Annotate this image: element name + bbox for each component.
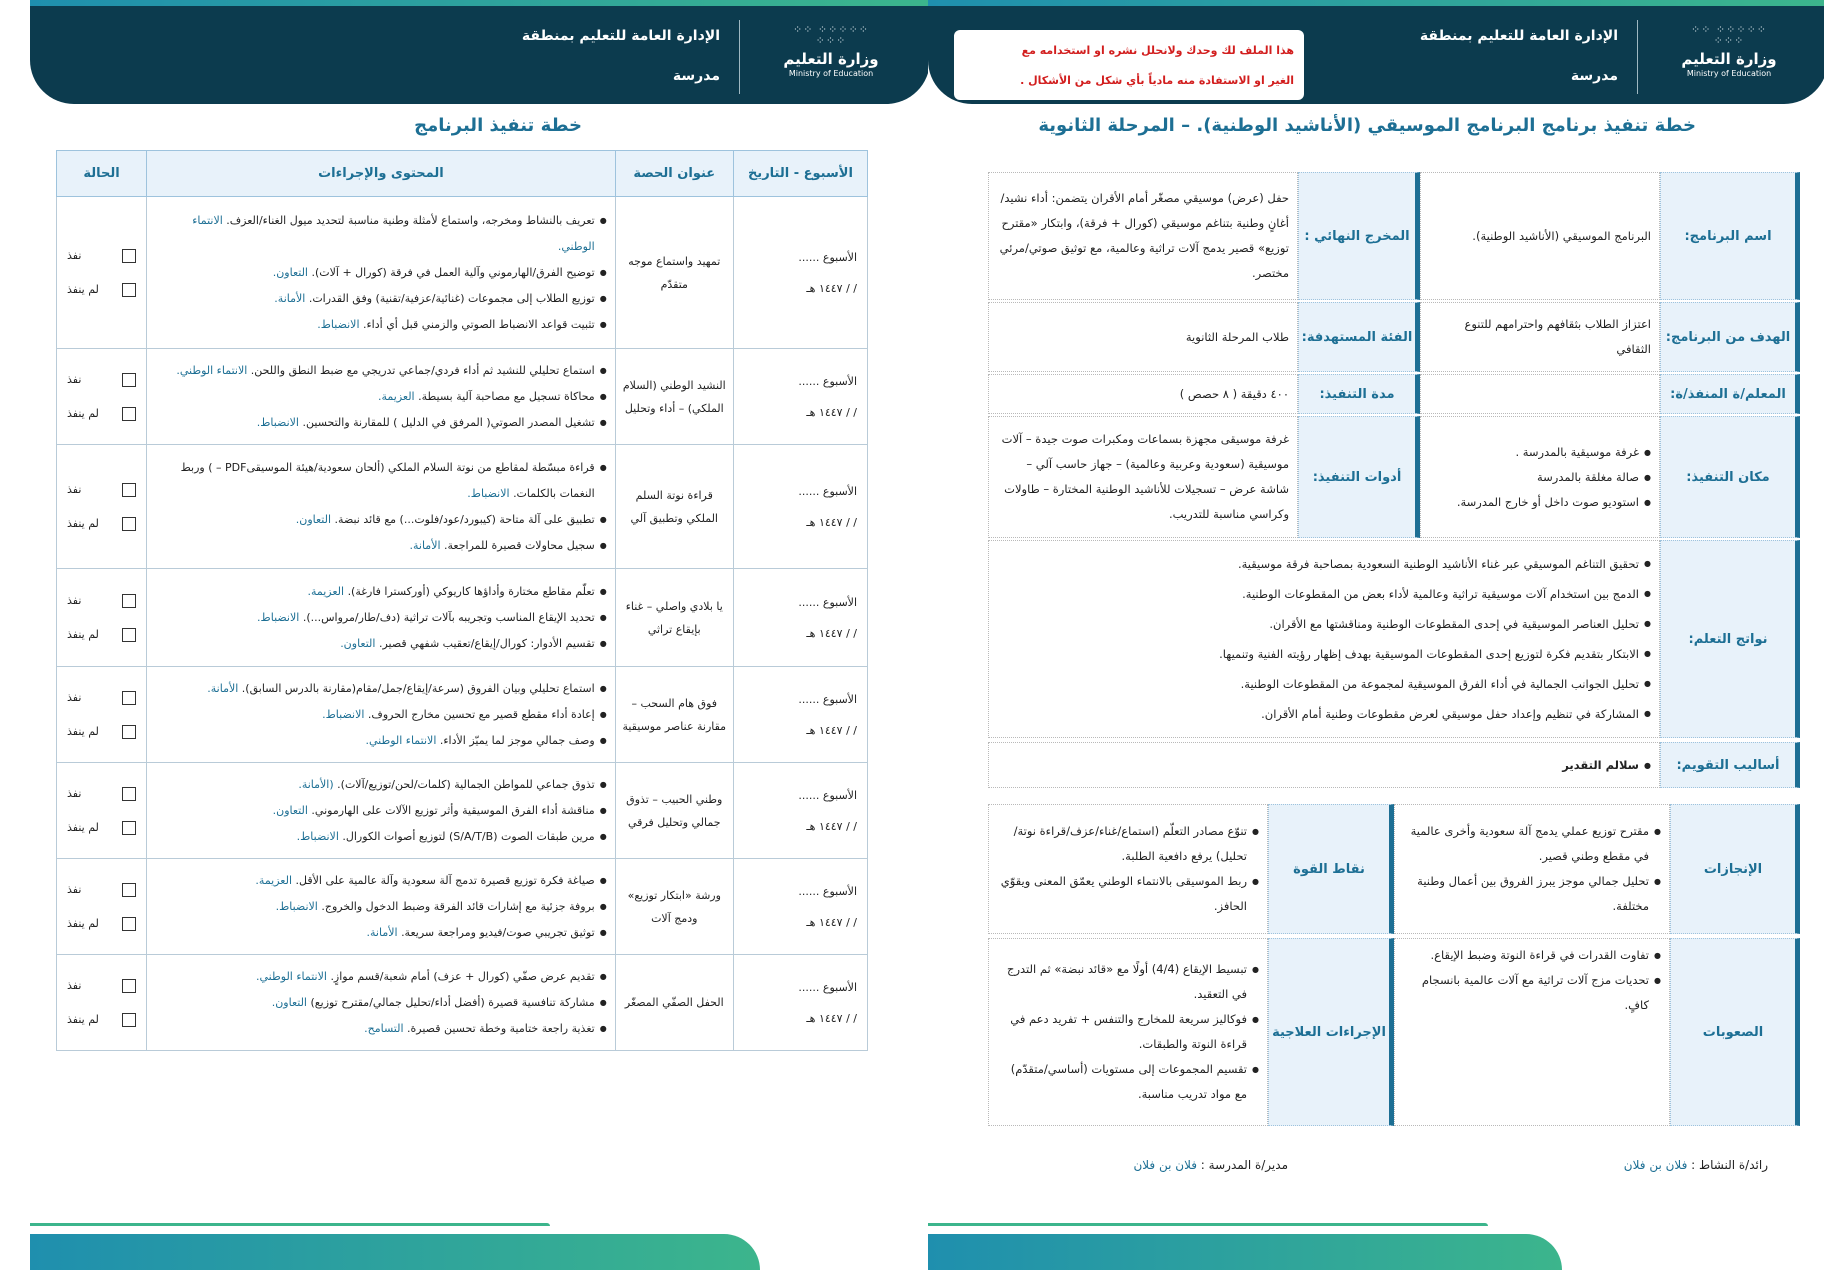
status-cell	[57, 569, 147, 667]
duration-value: ٤٠٠ دقيقة ( ٨ حصص )	[988, 374, 1298, 414]
ministry-name-ar: وزارة التعليم	[1681, 50, 1777, 68]
week-label: الأسبوع ......	[798, 884, 857, 898]
content-text: توثيق تجريبي صوت/فيديو ومراجعة سريعة.	[401, 925, 595, 939]
list-item: ● تحقيق التناغم الموسيقي عبر غناء الأناشيد الوطنية السعودية بمصاحبة فرقة موسيقية.	[997, 549, 1651, 579]
done-checkbox[interactable]	[122, 483, 136, 497]
lesson-title-cell: قراءة نوتة السلم الملكي وتطبيق آلي	[615, 445, 733, 569]
col-title-header: عنوان الحصة	[615, 151, 733, 197]
week-label: الأسبوع ......	[798, 980, 857, 994]
content-text: تحديد الإيقاع المناسب وتجريبه بآلات تراثية (دف/طار/مرواس...).	[302, 610, 595, 624]
not-done-checkbox[interactable]	[122, 821, 136, 835]
status-not-row	[67, 816, 136, 840]
content-item	[153, 894, 607, 920]
content-text: استماع تحليلي وبيان الفروق (سرعة/إيقاع/جمل/مقام(مقارنة بالدرس السابق).	[241, 681, 595, 695]
header-divider	[739, 20, 740, 94]
not-done-label: لم ينفذ	[67, 1013, 99, 1026]
principal-label: مدير/ة المدرسة :	[1200, 1158, 1288, 1172]
list-item: ● ربط الموسيقى بالانتماء الوطني يعمّق المعنى ويقوّي الحافز.	[997, 869, 1259, 919]
list-item: ● الدمج بين استخدام آلات موسيقية تراثية وعالمية لأداء بعض من المقطوعات الوطنية.	[997, 579, 1651, 609]
program-plan-page	[928, 0, 1824, 1270]
row-place	[988, 416, 1800, 538]
done-label: نفذ	[67, 483, 82, 496]
week-date-cell	[733, 859, 867, 955]
value-tag: الانضباط.	[467, 486, 510, 500]
table-row	[57, 197, 868, 349]
audience-value: طلاب المرحلة الثانوية	[988, 302, 1298, 372]
list-item: ● تحديات مزج آلات تراثية مع آلات عالمية بانسجام كافٍ.	[1403, 968, 1661, 1018]
row-goal	[988, 302, 1800, 372]
not-done-label: لم ينفذ	[67, 917, 99, 930]
warning-line-2: الغير او الاستفادة منه مادياً بأي شكل من الأشكال .	[1020, 74, 1294, 87]
content-cell	[147, 349, 616, 445]
remedial-value	[988, 938, 1268, 1126]
status-cell	[57, 763, 147, 859]
content-item	[153, 868, 607, 894]
page-header	[928, 6, 1824, 104]
ministry-name-ar: وزارة التعليم	[783, 50, 879, 68]
value-tag: (الأمانة.	[298, 777, 334, 791]
content-item	[153, 702, 607, 728]
lesson-title-cell: الحفل الصفّي المصغّر	[615, 955, 733, 1051]
list-item: ● فوكاليز سريعة للمخارج والتنفس + تفريد دعم في قراءة النوتة والطبقات.	[997, 1007, 1259, 1057]
content-item	[153, 208, 607, 260]
content-text: تغذية راجعة ختامية وخطة تحسين قصيرة.	[407, 1021, 595, 1035]
tools-label: أدوات التنفيذ:	[1298, 416, 1420, 538]
week-date-cell	[733, 667, 867, 763]
content-text: تقسيم الأدوار: كورال/إيقاع/تعقيب شفهي قصير.	[378, 636, 595, 650]
final-output-value: حفل (عرض) موسيقي مصغّر أمام الأقران يتضمن: أداء نشيد/أغانٍ وطنية بتناغم موسيقي (كورال + فرقة)، وابتكار «مقترح توزيع» قصير يدمج آلات تراثية وعالمية، مع توثيق صوتي/مرئي مختصر.	[988, 172, 1298, 300]
content-item	[153, 964, 607, 990]
audience-label: الفئة المستهدفة:	[1298, 302, 1420, 372]
list-item: ● تقسيم المجموعات إلى مستويات (أساسي/متقدّم) مع مواد تدريب مناسبة.	[997, 1057, 1259, 1107]
content-item	[153, 676, 607, 702]
content-text: محاكاة تسجيل مع مصاحبة آلية بسيطة.	[418, 389, 595, 403]
value-tag: الانضباط.	[322, 707, 365, 721]
list-item: ● استوديو صوت داخل أو خارج المدرسة.	[1429, 490, 1651, 515]
lesson-title-cell: يا بلادي واصلي – غناء بإيقاع تراثي	[615, 569, 733, 667]
content-cell	[147, 763, 616, 859]
not-done-checkbox[interactable]	[122, 628, 136, 642]
goal-label: الهدف من البرنامج:	[1660, 302, 1800, 372]
content-text: صياغة فكرة توزيع قصيرة تدمج آلة سعودية وآلة عالمية على الأقل.	[295, 873, 595, 887]
row-assessment	[988, 742, 1800, 788]
content-text: تطبيق على آلة متاحة (كيبورد/عود/فلوت...) مع قائد نبضة.	[334, 512, 595, 526]
row-achievements	[988, 804, 1800, 934]
value-tag: العزيمة.	[307, 584, 345, 598]
date-label: / / ١٤٤٧ هـ	[806, 405, 857, 419]
value-tag: الانتماء الوطني.	[192, 213, 595, 253]
content-cell	[147, 569, 616, 667]
principal-name: فلان بن فلان	[1133, 1158, 1197, 1172]
week-label: الأسبوع ......	[798, 484, 857, 498]
date-label: / / ١٤٤٧ هـ	[806, 819, 857, 833]
lesson-title-cell: ورشة «ابتكار توزيع» ودمج آلات	[615, 859, 733, 955]
list-item: ● تحليل العناصر الموسيقية في إحدى المقطوعات الوطنية ومناقشتها مع الأقران.	[997, 609, 1651, 639]
content-item	[153, 312, 607, 338]
status-cell	[57, 349, 147, 445]
status-done-row	[67, 368, 136, 392]
principal-signature	[1133, 1158, 1288, 1172]
not-done-checkbox[interactable]	[122, 917, 136, 931]
warning-line-1: هذا الملف لك وحدك ولانحلل نشره او استخدامه مع	[1021, 44, 1294, 57]
table-row	[57, 667, 868, 763]
list-item: ● تنوّع مصادر التعلّم (استماع/غناء/عزف/قراءة نوتة/تحليل) يرفع دافعية الطلبة.	[997, 819, 1259, 869]
value-tag: الانضباط.	[257, 610, 300, 624]
not-done-checkbox[interactable]	[122, 725, 136, 739]
week-date-cell	[733, 349, 867, 445]
done-label: نفذ	[67, 373, 82, 386]
content-text: مناقشة أداء الفرق الموسيقية وأثر توزيع الآلات على الهارموني.	[311, 803, 595, 817]
date-label: / / ١٤٤٧ هـ	[806, 515, 857, 529]
content-text: تقديم عرض صفّي (كورال + عزف) أمام شعبة/قسم موازٍ.	[330, 969, 595, 983]
content-text: وصف جمالي موجز لما يميّز الأداء.	[439, 733, 595, 747]
value-tag: التعاون.	[272, 803, 308, 817]
ministry-name-en: Ministry of Education	[1686, 69, 1772, 78]
program-name-label: اسم البرنامج:	[1660, 172, 1800, 300]
logo-dots-icon: ⁘⁘⁘⁘⁘ ⁘⁘ ⁘⁘⁘	[792, 23, 869, 47]
status-cell	[57, 667, 147, 763]
goal-value: اعتزاز الطلاب بثقافهم واحترامهم للتنوع الثقافي	[1420, 302, 1660, 372]
assessment-label: أساليب التقويم:	[1660, 742, 1800, 788]
status-not-row	[67, 278, 136, 302]
not-done-label: لم ينفذ	[67, 628, 99, 641]
row-program-name	[988, 172, 1800, 300]
value-tag: الانضباط.	[317, 317, 360, 331]
row-difficulties	[988, 938, 1800, 1126]
lesson-title-cell: وطني الحبيب – تذوق جمالي وتحليل فرقي	[615, 763, 733, 859]
value-tag: الانضباط.	[256, 415, 299, 429]
content-text: توضيح الفرق/الهارموني وآلية العمل في فرقة (كورال + آلات).	[311, 265, 595, 279]
place-value	[1420, 416, 1660, 538]
date-label: / / ١٤٤٧ هـ	[806, 723, 857, 737]
not-done-checkbox[interactable]	[122, 517, 136, 531]
content-text: بروفة جزئية مع إشارات قائد الفرقة وضبط الدخول والخروج.	[321, 899, 595, 913]
school-label: مدرسة	[1570, 68, 1618, 84]
ministry-logo	[776, 24, 886, 94]
strengths-label: نقاط القوة	[1268, 804, 1394, 934]
done-checkbox[interactable]	[122, 373, 136, 387]
week-label: الأسبوع ......	[798, 595, 857, 609]
week-date-cell	[733, 445, 867, 569]
list-item: ● تحليل الجوانب الجمالية في أداء الفرق الموسيقية لمجموعة من المقطوعات الوطنية.	[997, 669, 1651, 699]
list-item: ● تفاوت القدرات في قراءة النوتة وضبط الإيقاع.	[1403, 943, 1661, 968]
content-item	[153, 455, 607, 507]
ministry-name-en: Ministry of Education	[788, 69, 874, 78]
done-label: نفذ	[67, 787, 82, 800]
status-not-row	[67, 1008, 136, 1032]
footer-band	[928, 1234, 1562, 1270]
table-row	[57, 569, 868, 667]
value-tag: الأمانة.	[366, 925, 398, 939]
admin-title: الإدارة العامة للتعليم بمنطقة	[521, 28, 720, 44]
content-text: إعادة أداء مقطع قصير مع تحسين مخارج الحروف.	[367, 707, 595, 721]
done-checkbox[interactable]	[122, 691, 136, 705]
list-item: ● غرفة موسيقية بالمدرسة .	[1429, 440, 1651, 465]
ministry-logo	[1674, 24, 1784, 94]
not-done-label: لم ينفذ	[67, 517, 99, 530]
content-item	[153, 1016, 607, 1042]
table-row	[57, 445, 868, 569]
content-item	[153, 260, 607, 286]
status-done-row	[67, 244, 136, 268]
value-tag: العزيمة.	[378, 389, 415, 403]
week-date-cell	[733, 197, 867, 349]
value-tag: الانضباط.	[275, 899, 318, 913]
logo-dots-icon: ⁘⁘⁘⁘⁘ ⁘⁘ ⁘⁘⁘	[1690, 23, 1767, 47]
content-text: قراءة مبسّطة لمقاطع من نوتة السلام الملكي (ألحان سعودية/هيئة الموسيقىPDF – ) وربط النغمات بالكلمات.	[180, 460, 595, 500]
content-text: سجيل محاولات قصيرة للمراجعة.	[444, 538, 595, 552]
week-date-cell	[733, 569, 867, 667]
achievements-value	[1394, 804, 1670, 934]
col-week-header: الأسبوع - التاريخ	[733, 151, 867, 197]
done-label: نفذ	[67, 883, 82, 896]
content-item	[153, 631, 607, 657]
admin-title: الإدارة العامة للتعليم بمنطقة	[1419, 28, 1618, 44]
not-done-checkbox[interactable]	[122, 407, 136, 421]
done-checkbox[interactable]	[122, 249, 136, 263]
footer-line	[928, 1223, 1488, 1226]
activity-leader-signature	[1624, 1158, 1768, 1172]
value-tag: التعاون.	[340, 636, 376, 650]
content-item	[153, 507, 607, 533]
not-done-checkbox[interactable]	[122, 283, 136, 297]
content-cell	[147, 667, 616, 763]
final-output-label: المخرج النهائي :	[1298, 172, 1420, 300]
teacher-label: المعلم/ة المنفذ/ة:	[1660, 374, 1800, 414]
lesson-title-cell: فوق هام السحب – مقارنة عناصر موسيقية	[615, 667, 733, 763]
achievements-label: الإنجازات	[1670, 804, 1800, 934]
school-label: مدرسة	[672, 68, 720, 84]
row-teacher	[988, 374, 1800, 414]
value-tag: التعاون.	[272, 265, 308, 279]
assessment-value	[988, 742, 1660, 788]
page-header	[30, 6, 930, 104]
table-row	[57, 955, 868, 1051]
status-not-row	[67, 512, 136, 536]
lesson-title-cell: النشيد الوطني (السلام الملكي) – أداء وتحليل	[615, 349, 733, 445]
not-done-checkbox[interactable]	[122, 1013, 136, 1027]
value-tag: الأمانة.	[409, 538, 441, 552]
col-content-header: المحتوى والإجراءات	[147, 151, 616, 197]
status-cell	[57, 955, 147, 1051]
value-tag: الانتماء الوطني.	[365, 733, 437, 747]
content-item	[153, 579, 607, 605]
done-checkbox[interactable]	[122, 787, 136, 801]
week-label: الأسبوع ......	[798, 692, 857, 706]
content-item	[153, 990, 607, 1016]
content-text: مشاركة تنافسية قصيرة (أفضل أداء/تحليل جمالي/مقترح توزيع)	[310, 995, 595, 1009]
not-done-label: لم ينفذ	[67, 283, 99, 296]
strengths-value	[988, 804, 1268, 934]
done-label: نفذ	[67, 249, 82, 262]
content-item	[153, 920, 607, 946]
content-text: تعلّم مقاطع مختارة وأداؤها كاريوكي (أوركسترا فارغة).	[347, 584, 595, 598]
status-not-row	[67, 402, 136, 426]
list-item: ● مقترح توزيع عملي يدمج آلة سعودية وأخرى عالمية في مقطع وطني قصير.	[1403, 819, 1661, 869]
date-label: / / ١٤٤٧ هـ	[806, 1011, 857, 1025]
copyright-warning	[954, 30, 1304, 100]
content-text: تذوق جماعي للمواطن الجمالية (كلمات/لحن/توزيع/آلات).	[337, 777, 595, 791]
page-title: خطة تنفيذ البرنامج	[414, 115, 582, 136]
value-tag: العزيمة.	[255, 873, 293, 887]
status-not-row	[67, 623, 136, 647]
week-label: الأسبوع ......	[798, 374, 857, 388]
program-name-value: البرنامج الموسيقي (الأناشيد الوطنية).	[1420, 172, 1660, 300]
content-text: تشغيل المصدر الصوتي( المرفق في الدليل ) للمقارنة والتحسين.	[302, 415, 595, 429]
value-tag: الانتماء الوطني.	[176, 363, 248, 377]
value-tag: التعاون.	[295, 512, 332, 526]
status-done-row	[67, 589, 136, 613]
not-done-label: لم ينفذ	[67, 725, 99, 738]
value-tag: التعاون.	[271, 995, 307, 1009]
list-item: ● تبسيط الإيقاع (4/4) أولًا مع «قائد نبضة» ثم التدرج في التعقيد.	[997, 957, 1259, 1007]
status-done-row	[67, 782, 136, 806]
lesson-title-cell: تمهيد واستماع موجه متقدّم	[615, 197, 733, 349]
header-divider	[1637, 20, 1638, 94]
value-tag: الانضباط.	[296, 829, 339, 843]
difficulties-label: الصعوبات	[1670, 938, 1800, 1126]
date-label: / / ١٤٤٧ هـ	[806, 915, 857, 929]
content-item	[153, 772, 607, 798]
date-label: / / ١٤٤٧ هـ	[806, 626, 857, 640]
value-tag: الأمانة.	[207, 681, 239, 695]
assessment-item: ● سلالم التقدير	[997, 753, 1651, 778]
status-not-row	[67, 720, 136, 744]
content-item	[153, 605, 607, 631]
done-checkbox[interactable]	[122, 883, 136, 897]
remedial-label: الإجراءات العلاجية	[1268, 938, 1394, 1126]
execution-plan-page	[30, 0, 930, 1270]
tools-value: غرفة موسيقى مجهزة بسماعات ومكبرات صوت جيدة – آلات موسيقية (سعودية وعربية وعالمية) – جهاز حاسب آلي – شاشة عرض – تسجيلات للأناشيد الوطنية المختارة – طاولات وكراسي مناسبة للتدريب.	[988, 416, 1298, 538]
col-status-header: الحالة	[57, 151, 147, 197]
content-item	[153, 286, 607, 312]
content-text: تعريف بالنشاط ومخرجه، واستماع لأمثلة وطنية مناسبة لتحديد ميول الغناء/العزف.	[226, 213, 595, 227]
status-not-row	[67, 912, 136, 936]
content-item	[153, 358, 607, 384]
date-label: / / ١٤٤٧ هـ	[806, 281, 857, 295]
value-tag: الأمانة.	[274, 291, 306, 305]
footer-line	[30, 1223, 550, 1226]
done-label: نفذ	[67, 979, 82, 992]
outcomes-value	[988, 540, 1660, 738]
done-label: نفذ	[67, 594, 82, 607]
activity-leader-label: رائد/ة النشاط :	[1691, 1158, 1768, 1172]
page-title: خطة تنفيذ برنامج البرنامج الموسيقي (الأناشيد الوطنية). – المرحلة الثانوية	[1038, 115, 1696, 136]
content-item	[153, 824, 607, 850]
table-row	[57, 349, 868, 445]
not-done-label: لم ينفذ	[67, 407, 99, 420]
list-item: ● الابتكار بتقديم فكرة لتوزيع إحدى المقطوعات الموسيقية بهدف إظهار رؤيته الفنية وتنميها.	[997, 639, 1651, 669]
status-cell	[57, 859, 147, 955]
content-text: تثبيت قواعد الانضباط الصوتي والزمني قبل أي أداء.	[363, 317, 595, 331]
content-item	[153, 384, 607, 410]
week-label: الأسبوع ......	[798, 788, 857, 802]
list-item: ● صالة مغلقة بالمدرسة	[1429, 465, 1651, 490]
content-cell	[147, 197, 616, 349]
content-text: مرين طبقات الصوت (S/A/T/B) لتوزيع أصوات الكورال.	[342, 829, 595, 843]
status-done-row	[67, 974, 136, 998]
week-label: الأسبوع ......	[798, 250, 857, 264]
row-outcomes	[988, 540, 1800, 738]
table-row	[57, 859, 868, 955]
outcomes-label: نواتج التعلم:	[1660, 540, 1800, 738]
footer-band	[30, 1234, 760, 1270]
list-item: ● تحليل جمالي موجز يبرز الفروق بين أعمال وطنية مختلفة.	[1403, 869, 1661, 919]
content-cell	[147, 445, 616, 569]
duration-label: مدة التنفيذ:	[1298, 374, 1420, 414]
content-item	[153, 410, 607, 436]
status-done-row	[67, 478, 136, 502]
content-item	[153, 728, 607, 754]
content-cell	[147, 955, 616, 1051]
list-item: ● المشاركة في تنظيم وإعداد حفل موسيقي لعرض مقطوعات وطنية أمام الأقران.	[997, 699, 1651, 729]
value-tag: التسامح.	[364, 1021, 404, 1035]
week-date-cell	[733, 763, 867, 859]
plan-table	[56, 150, 868, 1051]
activity-leader-name: فلان بن فلان	[1623, 1158, 1688, 1172]
table-row	[57, 763, 868, 859]
difficulties-value	[1394, 938, 1670, 1126]
week-date-cell	[733, 955, 867, 1051]
teacher-value	[1420, 374, 1660, 414]
status-done-row	[67, 686, 136, 710]
not-done-label: لم ينفذ	[67, 821, 99, 834]
done-label: نفذ	[67, 691, 82, 704]
done-checkbox[interactable]	[122, 594, 136, 608]
value-tag: الانتماء الوطني.	[256, 969, 327, 983]
content-item	[153, 533, 607, 559]
content-cell	[147, 859, 616, 955]
place-label: مكان التنفيذ:	[1660, 416, 1800, 538]
table-header-row	[57, 151, 868, 197]
status-done-row	[67, 878, 136, 902]
status-cell	[57, 197, 147, 349]
content-text: توزيع الطلاب إلى مجموعات (غنائية/عزفية/تقنية) وفق القدرات.	[308, 291, 595, 305]
content-text: استماع تحليلي للنشيد ثم أداء فردي/جماعي تدريجي مع ضبط النطق واللحن.	[250, 363, 595, 377]
status-cell	[57, 445, 147, 569]
content-item	[153, 798, 607, 824]
done-checkbox[interactable]	[122, 979, 136, 993]
